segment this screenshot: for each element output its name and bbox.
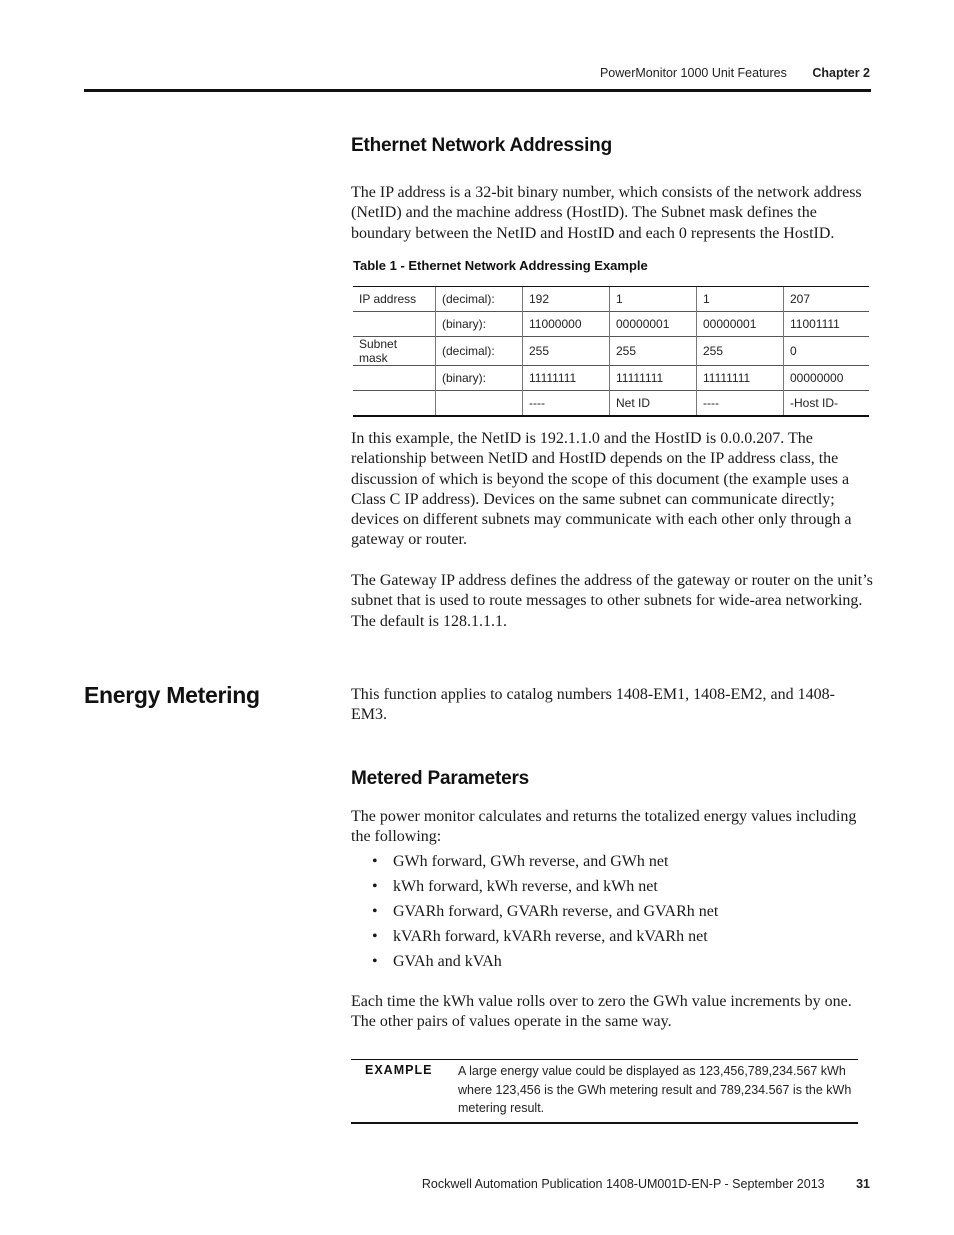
list-item: • kWh forward, kWh reverse, and kWh net bbox=[372, 875, 718, 900]
metered-paragraph-2: Each time the kWh value rolls over to zero the GWh value increments by one. The other pairs of values operate in the same way. bbox=[351, 993, 852, 1031]
table-cell: 1 bbox=[610, 287, 697, 312]
table-cell: ---- bbox=[697, 391, 784, 417]
table-cell: 192 bbox=[523, 287, 610, 312]
list-item: • GVAh and kVAh bbox=[372, 950, 718, 975]
table-cell: 207 bbox=[784, 287, 870, 312]
table-row bbox=[353, 366, 869, 391]
section-heading-energy-metering: Energy Metering bbox=[84, 682, 260, 708]
ethernet-paragraph-2: In this example, the NetID is 192.1.1.0 and the HostID is 0.0.0.207. The relationship between NetID and HostID depends on the IP address class, the discussion of which is beyond the scope of this document (the example uses a Class C IP address). Devices on the same subnet can communicate directly; devices on different subnets may communicate with each other only through a gateway or router. bbox=[351, 430, 852, 549]
table-cell bbox=[353, 312, 436, 337]
metered-paragraph-1: The power monitor calculates and returns the totalized energy values including the following: bbox=[351, 808, 857, 846]
page-footer bbox=[0, 1177, 870, 1191]
example-text: A large energy value could be displayed as 123,456,789,234.567 kWh where 123,456 is the GWh metering result and 789,234.567 is the kWh metering result. bbox=[458, 1064, 852, 1115]
table-row bbox=[353, 287, 869, 312]
table-cell: 00000000 bbox=[784, 366, 870, 391]
subheading-metered-parameters: Metered Parameters bbox=[351, 768, 530, 789]
table-cell: 255 bbox=[610, 337, 697, 366]
table-cell: 1 bbox=[697, 287, 784, 312]
table-cell: 11001111 bbox=[784, 312, 870, 337]
table-cell: -Host ID- bbox=[784, 391, 870, 417]
metered-list bbox=[372, 850, 718, 975]
table-cell: IP address bbox=[353, 287, 436, 312]
table-cell: 0 bbox=[784, 337, 870, 366]
table-cell: 11111111 bbox=[523, 366, 610, 391]
example-box bbox=[351, 1059, 858, 1124]
table-cell: 00000001 bbox=[697, 312, 784, 337]
table-cell: (binary): bbox=[436, 366, 523, 391]
table-row bbox=[353, 337, 869, 366]
table-cell: 11111111 bbox=[697, 366, 784, 391]
table-cell: 00000001 bbox=[610, 312, 697, 337]
header-chapter: Chapter 2 bbox=[812, 66, 870, 80]
table-cell: (binary): bbox=[436, 312, 523, 337]
addressing-table bbox=[353, 286, 869, 417]
table-row bbox=[353, 391, 869, 417]
table-row bbox=[353, 312, 869, 337]
table-cell: ---- bbox=[523, 391, 610, 417]
list-item: • GWh forward, GWh reverse, and GWh net bbox=[372, 850, 718, 875]
table-cell bbox=[436, 391, 523, 417]
list-item: • kVARh forward, kVARh reverse, and kVARh net bbox=[372, 925, 718, 950]
list-item: • GVARh forward, GVARh reverse, and GVARh net bbox=[372, 900, 718, 925]
header-rule bbox=[84, 89, 871, 92]
section-heading-ethernet: Ethernet Network Addressing bbox=[351, 135, 612, 156]
table-cell: (decimal): bbox=[436, 337, 523, 366]
table-cell: 11000000 bbox=[523, 312, 610, 337]
table-cell: (decimal): bbox=[436, 287, 523, 312]
table-cell bbox=[353, 366, 436, 391]
table-cell: Subnet mask bbox=[353, 337, 436, 366]
table-cell: 255 bbox=[523, 337, 610, 366]
header-title: PowerMonitor 1000 Unit Features bbox=[599, 66, 787, 80]
table-cell bbox=[353, 391, 436, 417]
energy-intro: This function applies to catalog numbers 1408-EM1, 1408-EM2, and 1408-EM3. bbox=[351, 686, 835, 724]
table-cell: 11111111 bbox=[610, 366, 697, 391]
example-label: EXAMPLE bbox=[365, 1063, 433, 1077]
ethernet-paragraph-1: The IP address is a 32-bit binary number, which consists of the network address (NetID) and the machine address (HostID). The Subnet mask defines the boundary between the NetID and HostID and each 0 represents the HostID. bbox=[351, 184, 862, 242]
page-number: 31 bbox=[856, 1177, 870, 1191]
table-cell: 255 bbox=[697, 337, 784, 366]
table-cell: Net ID bbox=[610, 391, 697, 417]
table-caption: Table 1 - Ethernet Network Addressing Example bbox=[353, 258, 648, 273]
ethernet-paragraph-3: The Gateway IP address defines the address of the gateway or router on the unit’s subnet that is used to route messages to other subnets for wide-area networking. The default is 128.1.1.1. bbox=[351, 572, 873, 630]
page-header bbox=[0, 66, 870, 80]
footer-publication: Rockwell Automation Publication 1408-UM001D-EN-P - September 2013 bbox=[421, 1177, 825, 1191]
